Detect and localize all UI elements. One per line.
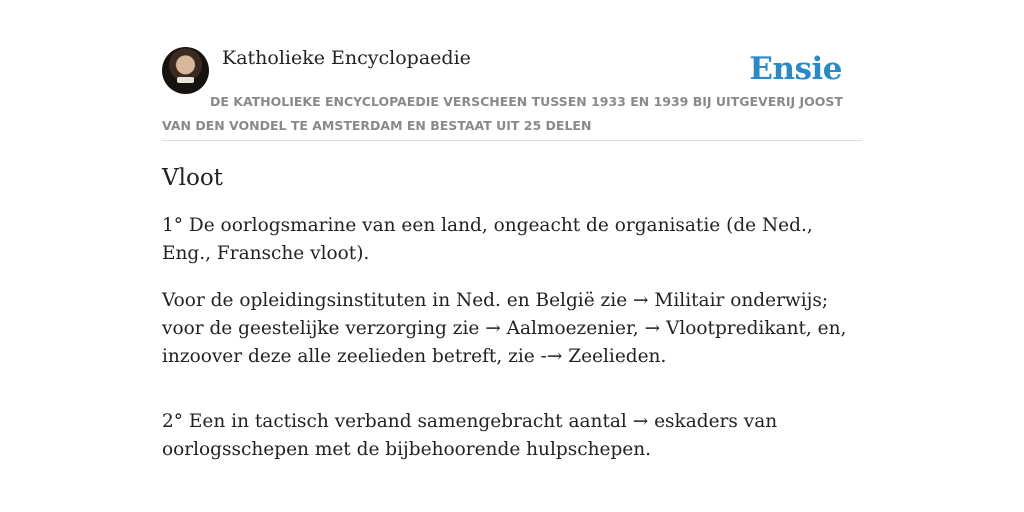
entry-paragraph-1: 1° De oorlogsmarine van een land, ongeacht de organisatie (de Ned., Eng., Fransche vloot). xyxy=(162,215,813,264)
entry-paragraph-2: Voor de opleidingsinstituten in Ned. en België zie → Militair onderwijs; voor de geestelijke verzorging zie → Aalmoezenier, → Vlootpredikant, en, inzoover deze alle zeelieden betreft, zie -→ Zeelieden. xyxy=(162,290,847,367)
brand-logo[interactable]: Ensie xyxy=(749,51,842,87)
entry-content xyxy=(162,160,862,483)
source-title[interactable]: Katholieke Encyclopaedie xyxy=(222,47,471,69)
avatar-collar xyxy=(177,77,194,83)
page-header xyxy=(162,45,862,141)
entry-paragraph-3: 2° Een in tactisch verband samengebracht aantal → eskaders van oorlogsschepen met de bijbehoorende hulpschepen. xyxy=(162,411,778,460)
source-description: DE KATHOLIEKE ENCYCLOPAEDIE VERSCHEEN TUSSEN 1933 EN 1939 BIJ UITGEVERIJ JOOST VAN DEN VONDEL TE AMSTERDAM EN BESTAAT UIT 25 DELEN xyxy=(162,94,843,133)
avatar[interactable] xyxy=(162,47,209,94)
entry-title: Vloot xyxy=(162,165,223,191)
